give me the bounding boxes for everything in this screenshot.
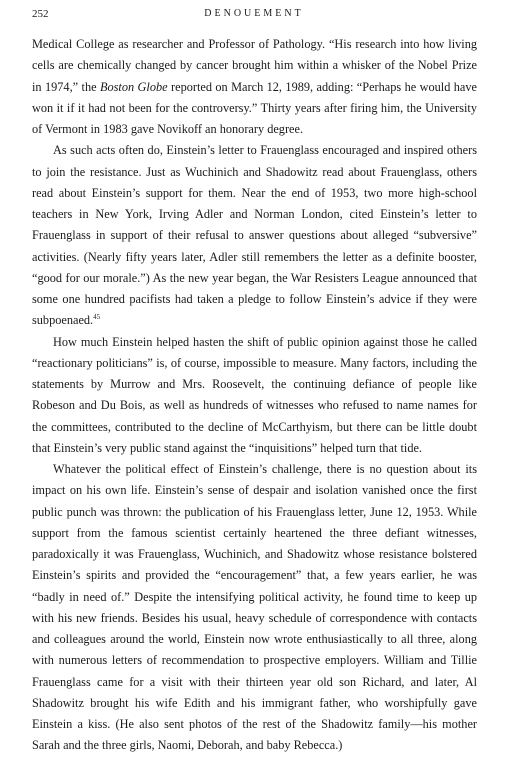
italic-title: Boston Globe xyxy=(99,79,168,94)
running-head: DENOUEMENT xyxy=(204,8,304,19)
paragraph xyxy=(32,140,477,331)
paragraph xyxy=(32,459,477,757)
body-text xyxy=(32,34,477,757)
text-run: Medical College as researcher and Professor of Pathology. “His research into how living cells are chemically changed by cancer brought him within a whisker of the Nobel Prize in 1974,” the xyxy=(32,37,477,94)
text-run: reported on March 12, 1989, adding: “Perhaps he would have won it if it had not been for the controversy.” Thirty years after firing him, the University of Vermont in 1983 gave Novikoff an honorary degree. xyxy=(32,79,477,136)
text-run: Whatever the political effect of Einstein’s challenge, there is no question about its impact on his own life. Einstein’s sense of despair and isolation vanished once the first public punch was thrown: the publication of his Frauenglass letter, June 12, 1953. While support from the famous scientist certainly heartened the three defiant witnesses, paradoxically it was Frauenglass, Wuchinich, and Shadowitz whose resistance bolstered Einstein’s spirits and provided the “encouragement” that, a few years earlier, he was “badly in need of.” Despite the intensifying political activity, he found time to keep up with his new friends. Besides his usual, heavy schedule of correspondence with contacts and colleagues around the world, Einstein now wrote enthusiastically to all three, along with numerous letters of recommendation to prospective employers. William and Tillie Frauenglass came for a visit with their thirteen year old son Richard, and later, Al Shadowitz brought his wife Edith and his immigrant father, who worshipfully gave Einstein a kiss. (He also sent photos of the rest of the Shadowitz family—his mother Sarah and the three girls, Naomi, Deborah, and baby Rebecca.) xyxy=(32,462,477,753)
text-run: As such acts often do, Einstein’s letter to Frauenglass encouraged and inspired others to join the resistance. Just as Wuchinich and Shadowitz read about Frauenglass, others read about Einstein’s support for them. Near the end of 1953, two more high-school teachers in New York, Irving Adler and Norman London, cited Einstein’s letter to Frauenglass in support of their refusal to answer questions about alleged “subversive” activities. (Nearly fifty years later, Adler still remembers the letter as a definite booster, “good for our morale.”) As the new year began, the War Resisters League announced that some one hundred pacifists had taken a pledge to follow Einstein’s advice if they were subpoenaed. xyxy=(32,143,477,328)
page-header xyxy=(32,8,476,24)
text-run: How much Einstein helped hasten the shift of public opinion against those he called “reactionary politicians” is, of course, impossible to measure. Many factors, including the statements by Murrow and Mrs. Roosevelt, the continuing defiance of people like Robeson and Du Bois, as well as hundreds of witnesses who refused to name names for the committees, contributed to the decline of McCarthyism, but there can be little doubt that Einstein’s very public stand against the “inquisitions” helped turn that tide. xyxy=(32,334,477,455)
paragraph xyxy=(32,34,477,140)
footnote-marker: 45 xyxy=(93,313,101,322)
page-number: 252 xyxy=(32,8,49,20)
paragraph xyxy=(32,332,477,460)
